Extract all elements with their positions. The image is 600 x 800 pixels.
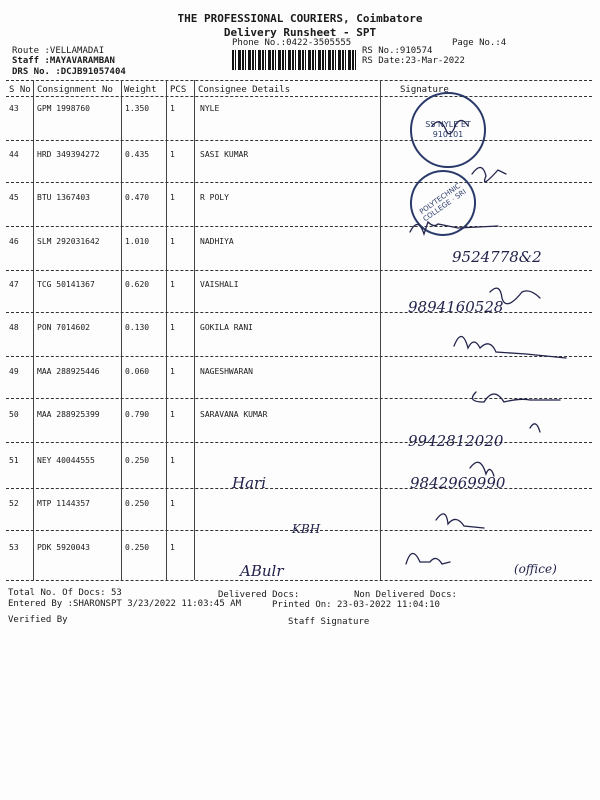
row-consignee: NADHIYA xyxy=(200,237,234,246)
row-sno: 53 xyxy=(9,543,19,552)
table-bottom-rule xyxy=(6,580,592,581)
row-consignment: MAA 288925399 xyxy=(37,410,100,419)
col-divider xyxy=(166,80,167,580)
stamp-text: SS NYLE ET 910101 xyxy=(425,120,471,139)
row-pcs: 1 xyxy=(170,323,175,332)
non-delivered-docs: Non Delivered Docs: xyxy=(354,590,457,600)
row-pcs: 1 xyxy=(170,410,175,419)
stamp-text: POLYTECHNIC COLLEGE · SRI xyxy=(418,181,468,224)
row-pcs: 1 xyxy=(170,150,175,159)
row-consignee: VAISHALI xyxy=(200,280,239,289)
handwritten-phone-50: 9942812020 xyxy=(408,432,504,450)
row-consignee: NAGESHWARAN xyxy=(200,367,253,376)
row-sno: 51 xyxy=(9,456,19,465)
handwritten-name-53: ABulr xyxy=(240,562,284,580)
row-consignment: BTU 1367403 xyxy=(37,193,90,202)
row-pcs: 1 xyxy=(170,193,175,202)
row-consignee: NYLE xyxy=(200,104,220,113)
handwritten-name-51: Hari xyxy=(232,474,266,492)
row-weight: 0.250 xyxy=(125,456,150,465)
row-consignment: MAA 288925446 xyxy=(37,367,100,376)
row-weight: 0.250 xyxy=(125,543,150,552)
row-weight: 0.435 xyxy=(125,150,150,159)
row-sno: 50 xyxy=(9,410,19,419)
row-consignee: GOKILA RANI xyxy=(200,323,253,332)
row-sno: 45 xyxy=(9,193,19,202)
row-consignment: PON 7014602 xyxy=(37,323,90,332)
table-top-rule xyxy=(6,80,592,81)
col-sno: S No xyxy=(9,85,31,95)
row-sno: 49 xyxy=(9,367,19,376)
row-weight: 0.790 xyxy=(125,410,150,419)
row-weight: 1.010 xyxy=(125,237,150,246)
printed-on: Printed On: 23-03-2022 11:04:10 xyxy=(272,600,440,610)
entered-by: Entered By :SHARONSPT 3/23/2022 11:03:45 AM xyxy=(8,599,241,609)
delivered-docs: Delivered Docs: xyxy=(218,590,300,600)
route: Route :VELLAMADAI xyxy=(12,46,105,56)
row-consignee: SARAVANA KUMAR xyxy=(200,410,268,419)
row-consignment: SLM 292031642 xyxy=(37,237,100,246)
signature-45 xyxy=(472,167,506,181)
col-pcs: PCS xyxy=(170,85,187,95)
row-weight: 0.130 xyxy=(125,323,150,332)
row-sno: 43 xyxy=(9,104,19,113)
handwritten-phone-51: 9842969990 xyxy=(410,474,506,492)
signature-48 xyxy=(454,336,566,358)
row-sno: 47 xyxy=(9,280,19,289)
signature-50 xyxy=(530,424,540,432)
row-consignee: R POLY xyxy=(200,193,229,202)
row-consignment: MTP 1144357 xyxy=(37,499,90,508)
signature-52 xyxy=(436,514,484,528)
total-docs: Total No. Of Docs: 53 xyxy=(8,588,122,598)
row-pcs: 1 xyxy=(170,367,175,376)
phone-number: Phone No.:0422-3505555 xyxy=(232,38,352,48)
row-consignment: NEY 40044555 xyxy=(37,456,95,465)
row-weight: 0.620 xyxy=(125,280,150,289)
verified-by: Verified By xyxy=(8,615,68,625)
row-weight: 0.250 xyxy=(125,499,150,508)
row-pcs: 1 xyxy=(170,499,175,508)
row-consignment: TCG 50141367 xyxy=(37,280,95,289)
barcode xyxy=(232,50,356,70)
col-consignment: Consignment No xyxy=(37,85,113,95)
col-consignee: Consignee Details xyxy=(198,85,291,95)
drs-number: DRS No. :DCJB91057404 xyxy=(12,67,126,77)
row-weight: 0.470 xyxy=(125,193,150,202)
staff-signature: Staff Signature xyxy=(288,617,370,627)
handwritten-office: (office) xyxy=(514,562,557,576)
row-pcs: 1 xyxy=(170,543,175,552)
signature-46 xyxy=(410,222,498,234)
col-weight: Weight xyxy=(124,85,157,95)
row-weight: 1.350 xyxy=(125,104,150,113)
row-sno: 48 xyxy=(9,323,19,332)
company-title: THE PROFESSIONAL COURIERS, Coimbatore xyxy=(177,12,423,25)
signature-49 xyxy=(472,392,560,402)
row-pcs: 1 xyxy=(170,280,175,289)
signature-53 xyxy=(406,553,450,564)
row-sno: 52 xyxy=(9,499,19,508)
row-pcs: 1 xyxy=(170,237,175,246)
col-divider xyxy=(33,80,34,580)
row-sno: 46 xyxy=(9,237,19,246)
row-sno: 44 xyxy=(9,150,19,159)
signature-43 xyxy=(432,120,468,133)
rs-number: RS No.:910574 xyxy=(362,46,433,56)
signature-scribbles xyxy=(380,96,590,580)
handwritten-phone-46: 9524778&2 xyxy=(452,248,542,266)
row-weight: 0.060 xyxy=(125,367,150,376)
row-consignment: GPM 1998760 xyxy=(37,104,90,113)
row-consignment: HRD 349394272 xyxy=(37,150,100,159)
col-divider xyxy=(121,80,122,580)
col-divider xyxy=(194,80,195,580)
row-consignment: PDK 5920043 xyxy=(37,543,90,552)
rs-date: RS Date:23-Mar-2022 xyxy=(362,56,465,66)
page-number: Page No.:4 xyxy=(452,38,507,48)
col-signature: Signature xyxy=(400,85,449,95)
staff: Staff :MAYAVARAMBAN xyxy=(12,56,115,66)
row-consignee: SASI KUMAR xyxy=(200,150,249,159)
row-pcs: 1 xyxy=(170,104,175,113)
handwritten-phone-47: 9894160528 xyxy=(408,298,504,316)
sheet-title: Delivery Runsheet - SPT xyxy=(223,26,377,39)
row-pcs: 1 xyxy=(170,456,175,465)
handwritten-name-52: KBH xyxy=(292,522,321,536)
